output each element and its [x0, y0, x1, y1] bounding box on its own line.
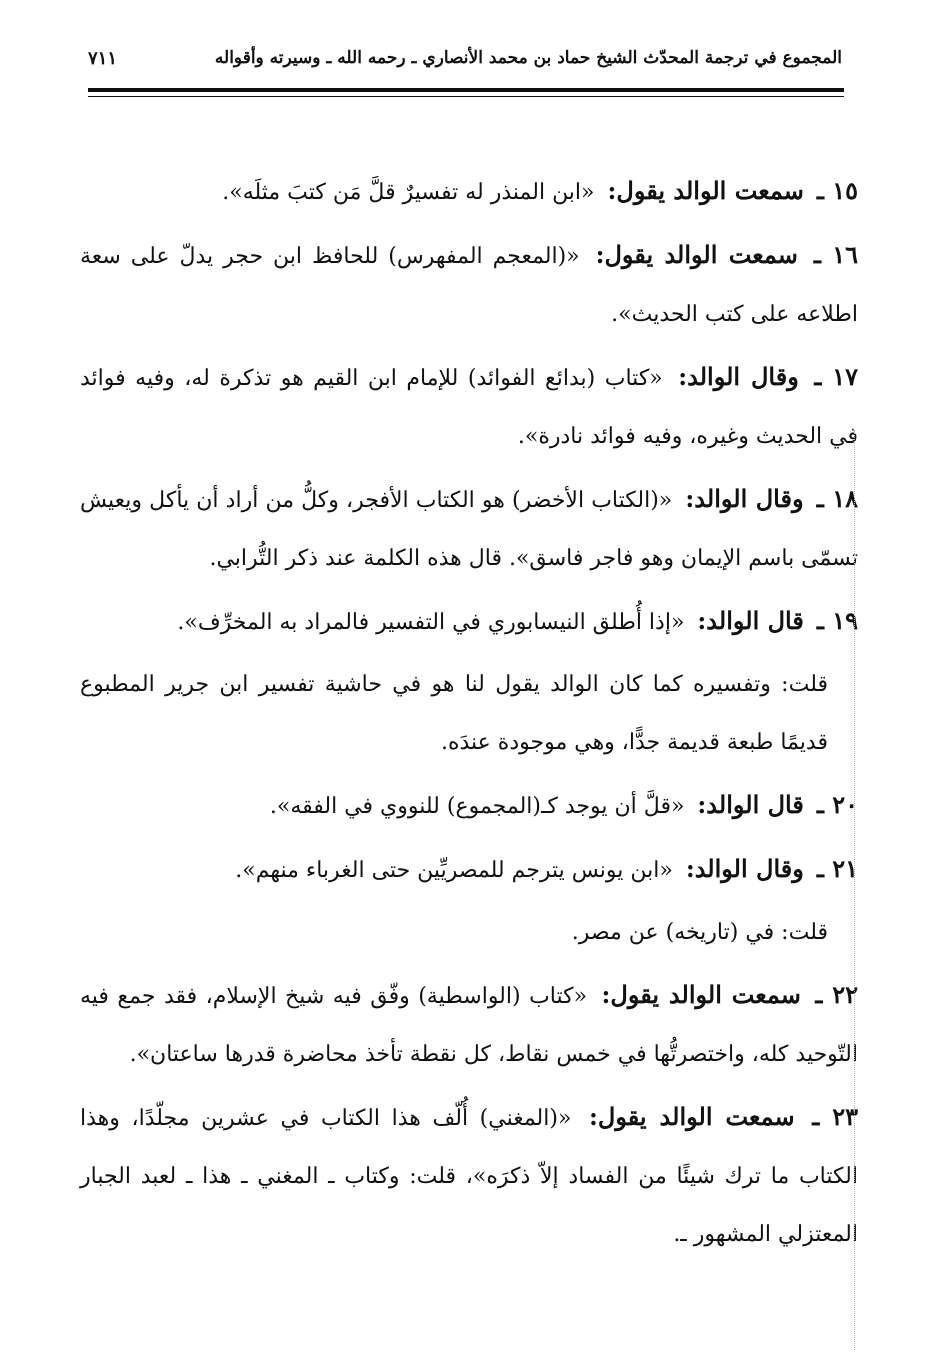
scan-edge-marks — [854, 430, 857, 1350]
paragraph-17 — [80, 348, 858, 466]
note-text: قلت: وتفسيره كما كان الوالد يقول لنا هو في حاشية تفسير ابن جرير المطبوع قديمًا طبعة قديمة جدًّا، وهي موجودة عندَه. — [80, 672, 828, 755]
paragraph-number: ١٦ ـ — [813, 240, 858, 269]
paragraph-lead: سمعت الوالد يقول: — [589, 1102, 795, 1131]
paragraph-text: «قلَّ أن يوجد كـ(المجموع) للنووي في الفقه». — [269, 794, 685, 819]
paragraph-number: ١٨ ـ — [816, 484, 858, 513]
note-19 — [80, 656, 858, 772]
paragraph-number: ٢٠ ـ — [816, 790, 858, 819]
note-text: قلت: في (تاريخه) عن مصر. — [571, 920, 828, 945]
page-content — [80, 162, 858, 1268]
paragraph-lead: سمعت الوالد يقول: — [607, 176, 804, 205]
paragraph-lead: وقال الوالد: — [678, 362, 799, 391]
paragraph-lead: قال الوالد: — [697, 790, 804, 819]
paragraph-lead: سمعت الوالد يقول: — [595, 240, 798, 269]
note-21 — [80, 904, 858, 962]
paragraph-text: «(المعجم المفهرس) للحافظ ابن حجر يدلّ على سعة اطلاعه على كتب الحديث». — [80, 244, 858, 327]
paragraph-15 — [80, 162, 858, 222]
paragraph-number: ١٩ ـ — [816, 606, 858, 635]
paragraph-number: ٢٣ ـ — [812, 1102, 859, 1131]
paragraph-lead: قال الوالد: — [697, 606, 804, 635]
paragraph-22 — [80, 966, 858, 1084]
paragraph-number: ٢٢ ـ — [815, 980, 858, 1009]
page-number: ٧١١ — [88, 47, 118, 69]
paragraph-text: «(المغني) أُلّف هذا الكتاب في عشرين مجلّدًا، وهذا الكتاب ما ترك شيئًا من الفساد إلاّ ذكرَه»، قلت: وكتاب ـ المغني ـ هذا ـ لعبد الجبار المعتزلي المشهور ـ. — [80, 1106, 858, 1247]
paragraph-20 — [80, 776, 858, 836]
paragraph-number: ١٥ ـ — [816, 176, 858, 205]
paragraph-lead: وقال الوالد: — [685, 484, 804, 513]
paragraph-16 — [80, 226, 858, 344]
paragraph-21 — [80, 840, 858, 900]
paragraph-text: «ابن يونس يترجم للمصريِّين حتى الغرباء منهم». — [235, 858, 673, 883]
paragraph-number: ١٧ ـ — [814, 362, 859, 391]
paragraph-text: «كتاب (الواسطية) وفّق فيه شيخ الإسلام، فقد جمع فيه التّوحيد كله، واختصرتُّها في خمس نقاط، كل نقطة تأخذ محاضرة قدرها ساعتان». — [80, 984, 858, 1067]
page-header — [88, 40, 842, 76]
paragraph-text: «إذا أُطلق النيسابوري في التفسير فالمراد به المخرِّف». — [177, 610, 685, 635]
paragraph-text: «(الكتاب الأخضر) هو الكتاب الأفجر، وكلُّ من أراد أن يأكل ويعيش تسمّى باسم الإيمان وهو فاجر فاسق». قال هذه الكلمة عند ذكر التُّرابي. — [80, 488, 858, 571]
paragraph-18 — [80, 470, 858, 588]
paragraph-text: «ابن المنذر له تفسيرٌ قلَّ مَن كتبَ مثلَه». — [222, 180, 595, 205]
header-rule-thin — [88, 96, 844, 97]
paragraph-23 — [80, 1088, 858, 1264]
paragraph-lead: وقال الوالد: — [685, 854, 804, 883]
paragraph-19 — [80, 592, 858, 652]
running-title: المجموع في ترجمة المحدّث الشيخ حماد بن محمد الأنصاري ـ رحمه الله ـ وسيرته وأقواله — [214, 48, 842, 68]
paragraph-number: ٢١ ـ — [816, 854, 858, 883]
paragraph-text: «كتاب (بدائع الفوائد) للإمام ابن القيم هو تذكرة له، وفيه فوائد في الحديث وغيره، وفيه فوائد نادرة». — [80, 366, 858, 449]
paragraph-lead: سمعت الوالد يقول: — [601, 980, 801, 1009]
header-rule-thick — [88, 88, 844, 92]
